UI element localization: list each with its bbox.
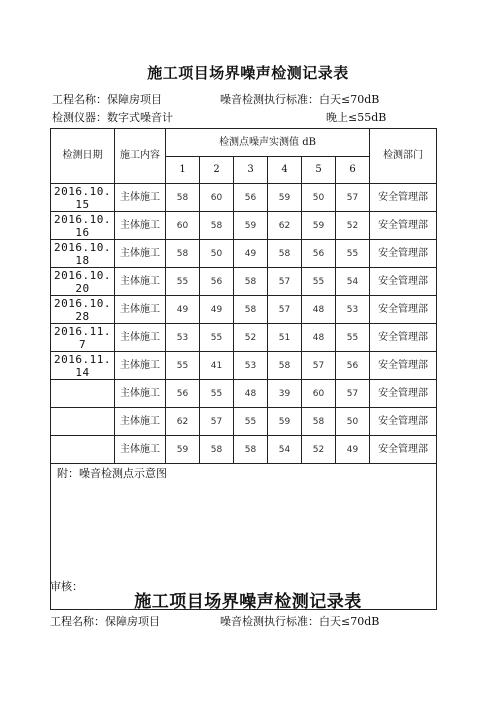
noise-value: 53 [336, 296, 370, 324]
noise-value: 56 [234, 184, 268, 212]
row-department: 安全管理部 [370, 436, 437, 464]
row-department: 安全管理部 [370, 324, 437, 352]
row-content: 主体施工 [115, 240, 166, 268]
noise-value: 58 [200, 436, 234, 464]
noise-value: 57 [268, 268, 302, 296]
row-date: 2016.10.16 [51, 212, 115, 240]
noise-value: 57 [302, 352, 336, 380]
second-page-title: 施工项目场界噪声检测记录表 [134, 592, 362, 612]
noise-value: 59 [302, 212, 336, 240]
noise-value: 56 [166, 380, 200, 408]
header-date: 检测日期 [51, 129, 115, 184]
row-date: 2016.10.18 [51, 240, 115, 268]
row-content: 主体施工 [115, 184, 166, 212]
header-point: 4 [268, 157, 302, 184]
noise-value: 58 [234, 268, 268, 296]
noise-value: 56 [336, 352, 370, 380]
night-limit: 晚上≤55dB [326, 111, 387, 124]
noise-value: 60 [166, 212, 200, 240]
header-point: 6 [336, 157, 370, 184]
row-content: 主体施工 [115, 380, 166, 408]
row-content: 主体施工 [115, 212, 166, 240]
row-department: 安全管理部 [370, 268, 437, 296]
noise-value: 60 [200, 184, 234, 212]
noise-value: 50 [336, 408, 370, 436]
noise-value: 60 [302, 380, 336, 408]
noise-value: 55 [336, 324, 370, 352]
row-content: 主体施工 [115, 436, 166, 464]
noise-point-diagram-note: 附：噪音检测点示意图 [51, 464, 437, 610]
noise-value: 59 [234, 212, 268, 240]
noise-value: 49 [234, 240, 268, 268]
row-date: 2016.11.7 [51, 324, 115, 352]
noise-value: 58 [234, 436, 268, 464]
header-point: 3 [234, 157, 268, 184]
row-department: 安全管理部 [370, 240, 437, 268]
noise-value: 48 [302, 324, 336, 352]
table-row [51, 380, 437, 408]
row-department: 安全管理部 [370, 212, 437, 240]
noise-value: 55 [302, 268, 336, 296]
header-point: 5 [302, 157, 336, 184]
noise-value: 49 [200, 296, 234, 324]
noise-value: 58 [166, 240, 200, 268]
noise-value: 58 [268, 352, 302, 380]
row-content: 主体施工 [115, 296, 166, 324]
noise-value: 57 [268, 296, 302, 324]
noise-value: 55 [166, 268, 200, 296]
header-department: 检测部门 [370, 129, 437, 184]
noise-value: 52 [234, 324, 268, 352]
noise-value: 53 [234, 352, 268, 380]
row-department: 安全管理部 [370, 408, 437, 436]
noise-value: 59 [268, 408, 302, 436]
noise-value: 50 [302, 184, 336, 212]
noise-value: 52 [302, 436, 336, 464]
row-date [51, 436, 115, 464]
table-row [51, 324, 437, 352]
row-department: 安全管理部 [370, 352, 437, 380]
row-date: 2016.10.20 [51, 268, 115, 296]
row-content: 主体施工 [115, 268, 166, 296]
noise-value: 41 [200, 352, 234, 380]
noise-value: 62 [166, 408, 200, 436]
header-measurements: 检测点噪声实测值 dB [166, 129, 370, 157]
document-title: 施工项目场界噪声检测记录表 [147, 64, 349, 82]
noise-value: 55 [234, 408, 268, 436]
noise-value: 56 [302, 240, 336, 268]
row-department: 安全管理部 [370, 296, 437, 324]
noise-value: 58 [234, 296, 268, 324]
row-department: 安全管理部 [370, 184, 437, 212]
noise-value: 58 [268, 240, 302, 268]
noise-value: 50 [200, 240, 234, 268]
noise-value: 39 [268, 380, 302, 408]
project-name: 工程名称：保障房项目 [52, 93, 162, 106]
row-department: 安全管理部 [370, 380, 437, 408]
header-content: 施工内容 [115, 129, 166, 184]
noise-value: 55 [336, 240, 370, 268]
noise-value: 55 [200, 324, 234, 352]
table-row [51, 352, 437, 380]
table-row [51, 296, 437, 324]
row-date [51, 380, 115, 408]
noise-value: 57 [336, 380, 370, 408]
row-date: 2016.11.14 [51, 352, 115, 380]
table-row [51, 408, 437, 436]
noise-value: 58 [200, 212, 234, 240]
noise-value: 58 [166, 184, 200, 212]
noise-value: 57 [336, 184, 370, 212]
noise-value: 55 [200, 380, 234, 408]
instrument: 检测仪器：数字式噪音计 [52, 111, 173, 124]
noise-value: 62 [268, 212, 302, 240]
noise-value: 54 [268, 436, 302, 464]
noise-standard-2: 噪音检测执行标准：白天≤70dB [220, 615, 380, 628]
table-row [51, 268, 437, 296]
noise-value: 58 [302, 408, 336, 436]
table-row [51, 436, 437, 464]
project-name-2: 工程名称：保障房项目 [50, 615, 160, 628]
noise-value: 49 [336, 436, 370, 464]
noise-standard: 噪音检测执行标准：白天≤70dB [220, 93, 380, 106]
table-row [51, 240, 437, 268]
row-content: 主体施工 [115, 408, 166, 436]
review-label: 审核： [50, 580, 83, 593]
noise-value: 54 [336, 268, 370, 296]
noise-value: 48 [234, 380, 268, 408]
noise-value: 57 [200, 408, 234, 436]
noise-record-table [50, 128, 437, 610]
row-date: 2016.10.15 [51, 184, 115, 212]
table-row [51, 212, 437, 240]
header-point: 2 [200, 157, 234, 184]
noise-value: 49 [166, 296, 200, 324]
noise-value: 48 [302, 296, 336, 324]
table-row [51, 184, 437, 212]
row-date: 2016.10.28 [51, 296, 115, 324]
header-point: 1 [166, 157, 200, 184]
row-content: 主体施工 [115, 324, 166, 352]
row-date [51, 408, 115, 436]
row-content: 主体施工 [115, 352, 166, 380]
noise-value: 56 [200, 268, 234, 296]
noise-value: 59 [166, 436, 200, 464]
noise-value: 52 [336, 212, 370, 240]
noise-value: 53 [166, 324, 200, 352]
noise-value: 51 [268, 324, 302, 352]
noise-value: 55 [166, 352, 200, 380]
noise-value: 59 [268, 184, 302, 212]
